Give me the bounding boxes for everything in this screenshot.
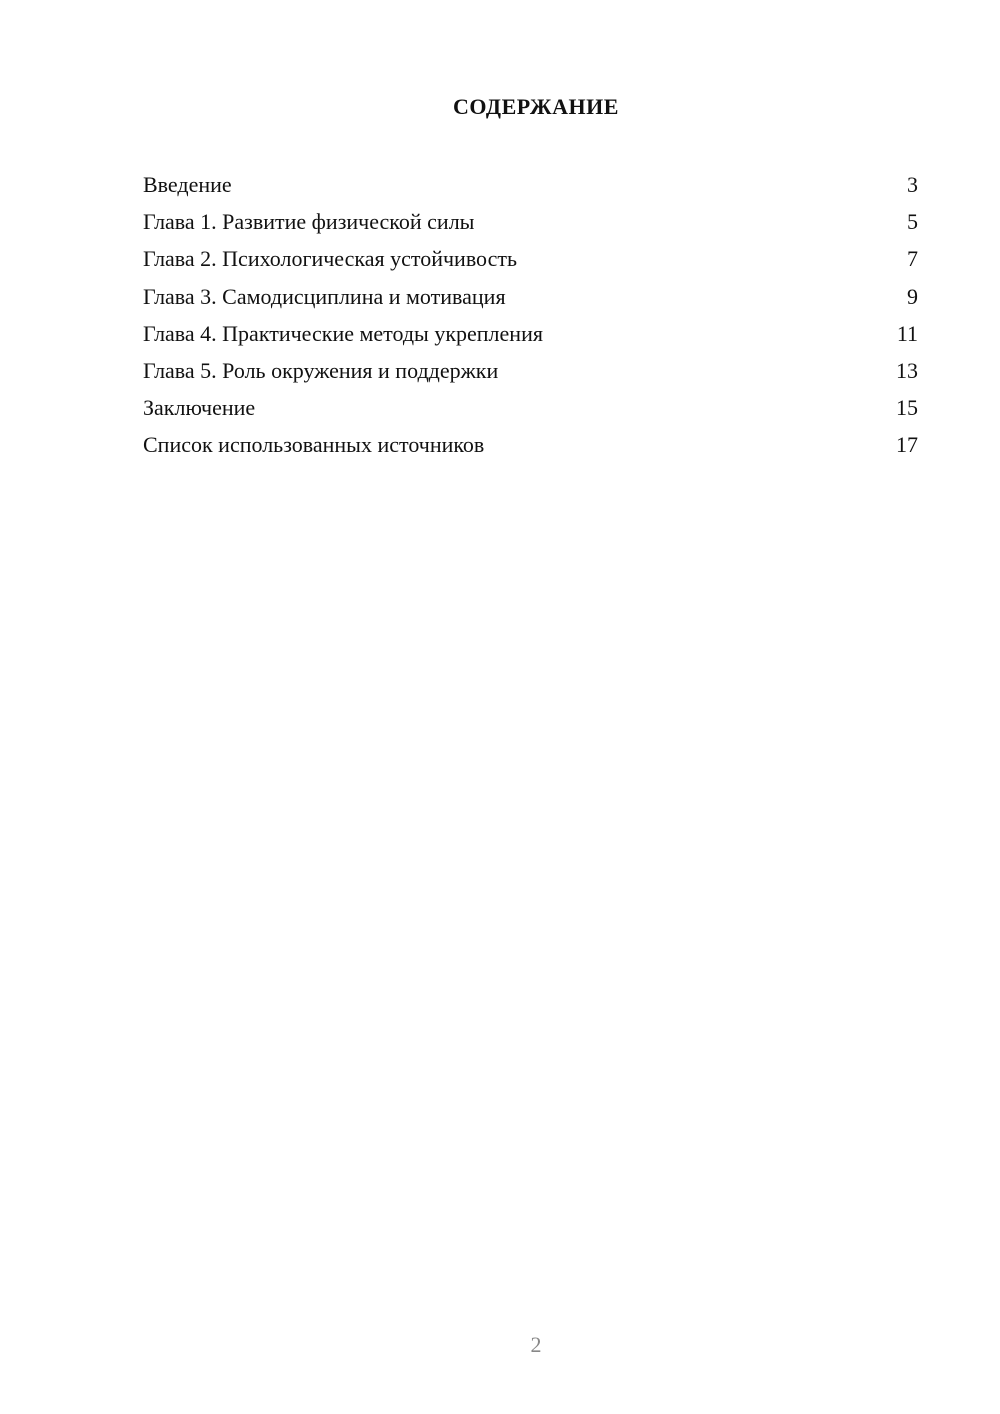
toc-entry-title: Глава 1. Развитие физической силы	[143, 209, 475, 235]
toc-entry	[143, 166, 918, 203]
toc-entry-title: Введение	[143, 172, 232, 197]
toc-entry-title: Список использованных источников	[143, 432, 485, 458]
toc-entry-title: Заключение	[143, 395, 256, 421]
toc-entry	[143, 240, 918, 277]
toc-entry	[143, 352, 918, 389]
toc-entry	[143, 278, 918, 315]
table-of-contents	[143, 166, 918, 464]
toc-entry-title: Глава 4. Практические методы укрепления	[143, 320, 543, 346]
toc-entry-page: 13	[896, 357, 918, 383]
toc-entry-title: Глава 2. Психологическая устойчивость	[143, 246, 518, 272]
toc-entry-page: 9	[907, 283, 918, 309]
toc-entry-page: 5	[907, 209, 918, 235]
toc-entry-page: 3	[907, 172, 918, 197]
toc-entry-page: 15	[896, 395, 918, 421]
toc-entry	[143, 315, 918, 352]
toc-entry	[143, 426, 918, 463]
toc-entry-page: 7	[907, 246, 918, 272]
page-number: 2	[530, 1332, 542, 1357]
toc-entry	[143, 203, 918, 240]
toc-entry-page: 11	[896, 320, 918, 346]
toc-entry-title: Глава 3. Самодисциплина и мотивация	[143, 283, 506, 309]
toc-entry-title: Глава 5. Роль окружения и поддержки	[143, 357, 499, 383]
toc-heading: СОДЕРЖАНИЕ	[453, 94, 619, 119]
toc-entry-page: 17	[896, 432, 918, 458]
toc-entry	[143, 389, 918, 426]
